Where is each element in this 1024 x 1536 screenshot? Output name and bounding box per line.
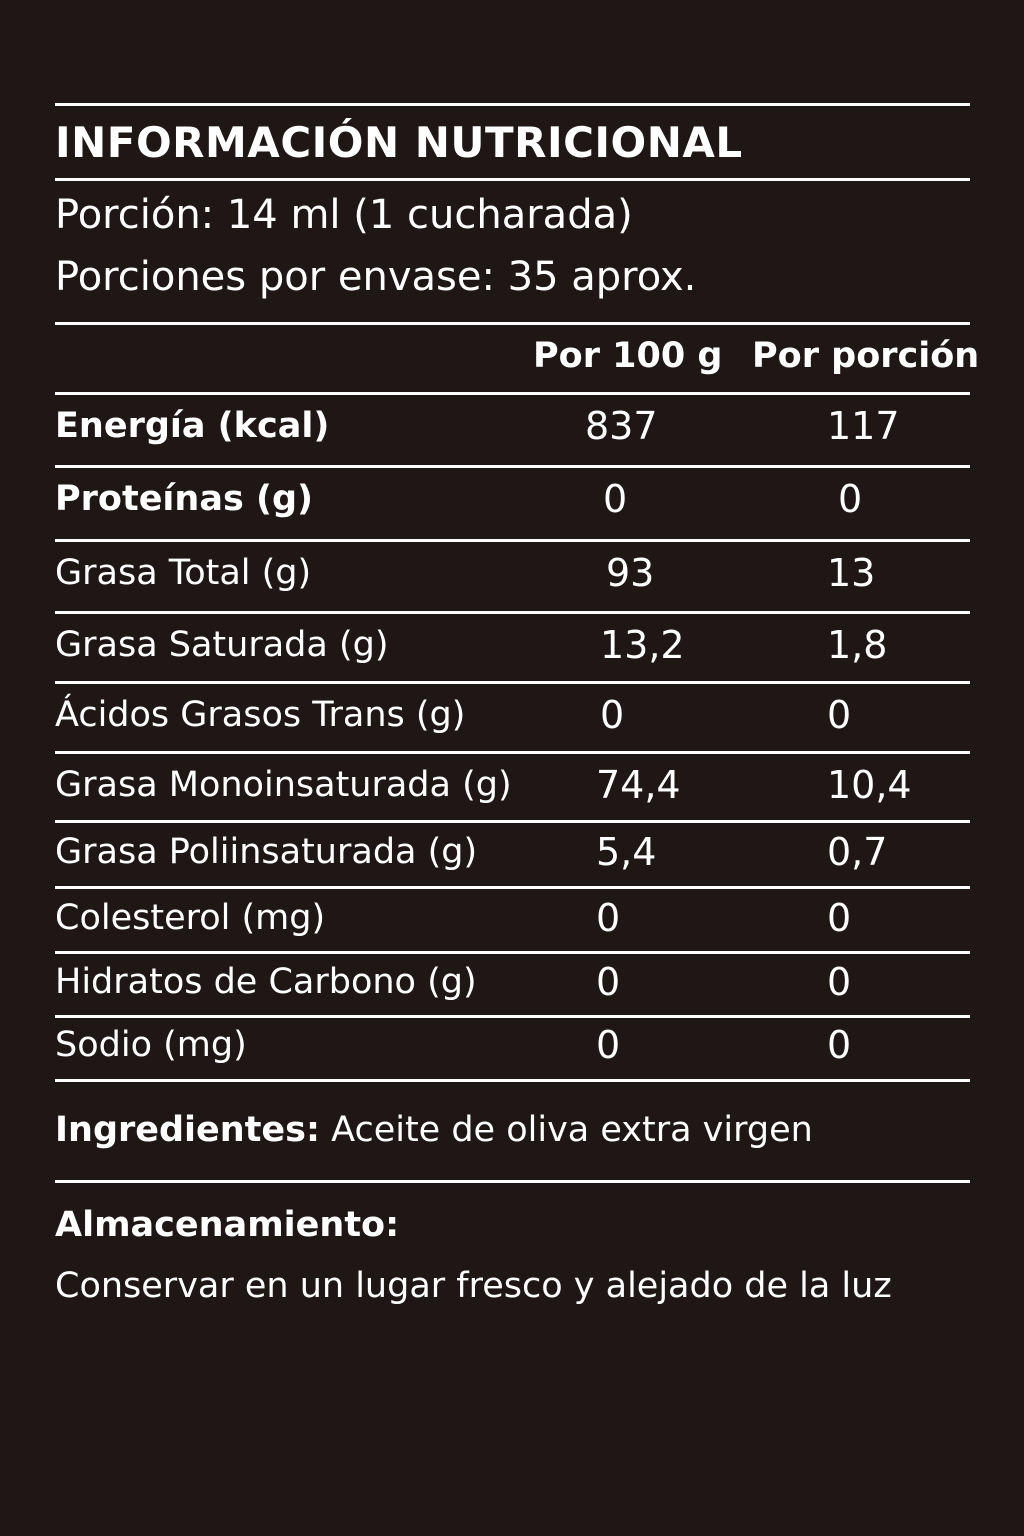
row-divider — [55, 465, 970, 468]
row-value-trans-fat-serving: 0 — [827, 693, 852, 737]
row-value-protein-100g: 0 — [603, 477, 628, 521]
row-value-protein-serving: 0 — [838, 477, 863, 521]
row-value-energy-serving: 117 — [827, 404, 900, 448]
header-rule — [55, 392, 970, 395]
ingredients-rule — [55, 1180, 970, 1183]
nutrition-facts-panel — [55, 0, 980, 1536]
row-value-trans-fat-100g: 0 — [600, 693, 625, 737]
row-value-monounsaturated-fat-100g: 74,4 — [596, 763, 681, 807]
table-bottom-rule — [55, 1079, 970, 1082]
row-value-cholesterol-100g: 0 — [596, 896, 621, 940]
storage-label: Almacenamiento: — [55, 1205, 400, 1245]
row-divider — [55, 611, 970, 614]
row-divider — [55, 820, 970, 823]
row-divider — [55, 539, 970, 542]
row-divider — [55, 951, 970, 954]
storage-value: Conservar en un lugar fresco y alejado de la luz — [55, 1266, 892, 1306]
row-value-monounsaturated-fat-serving: 10,4 — [827, 763, 912, 807]
row-value-saturated-fat-100g: 13,2 — [600, 623, 685, 667]
row-divider — [55, 681, 970, 684]
row-divider — [55, 886, 970, 889]
row-divider — [55, 1015, 970, 1018]
row-value-polyunsaturated-fat-serving: 0,7 — [827, 830, 888, 874]
column-header-per-serving: Por porción — [752, 336, 980, 376]
row-value-carbohydrates-100g: 0 — [596, 960, 621, 1004]
row-value-cholesterol-serving: 0 — [827, 896, 852, 940]
ingredients-value: Aceite de oliva extra virgen — [320, 1110, 813, 1150]
row-label-energy: Energía (kcal) — [55, 406, 330, 446]
row-label-monounsaturated-fat: Grasa Monoinsaturada (g) — [55, 765, 512, 805]
row-label-saturated-fat: Grasa Saturada (g) — [55, 625, 389, 665]
row-value-sodium-100g: 0 — [596, 1023, 621, 1067]
row-value-energy-100g: 837 — [585, 404, 658, 448]
row-value-total-fat-100g: 93 — [606, 551, 655, 595]
row-value-sodium-serving: 0 — [827, 1023, 852, 1067]
column-header-per-100g: Por 100 g — [533, 336, 723, 376]
panel-title: INFORMACIÓN NUTRICIONAL — [55, 118, 743, 167]
serving-rule — [55, 322, 970, 325]
ingredients-label: Ingredientes: — [55, 1110, 320, 1150]
row-label-total-fat: Grasa Total (g) — [55, 553, 312, 593]
servings-per-container: Porciones por envase: 35 aprox. — [55, 254, 697, 300]
row-label-cholesterol: Colesterol (mg) — [55, 898, 326, 938]
row-label-trans-fat: Ácidos Grasos Trans (g) — [55, 695, 466, 735]
title-rule — [55, 178, 970, 181]
top-rule — [55, 103, 970, 106]
row-value-total-fat-serving: 13 — [827, 551, 876, 595]
row-label-sodium: Sodio (mg) — [55, 1025, 247, 1065]
row-value-carbohydrates-serving: 0 — [827, 960, 852, 1004]
row-value-polyunsaturated-fat-100g: 5,4 — [596, 830, 657, 874]
serving-size: Porción: 14 ml (1 cucharada) — [55, 192, 633, 238]
row-label-protein: Proteínas (g) — [55, 479, 314, 519]
row-value-saturated-fat-serving: 1,8 — [827, 623, 888, 667]
ingredients-line — [55, 1110, 813, 1150]
row-label-polyunsaturated-fat: Grasa Poliinsaturada (g) — [55, 832, 478, 872]
row-label-carbohydrates: Hidratos de Carbono (g) — [55, 962, 477, 1002]
row-divider — [55, 751, 970, 754]
